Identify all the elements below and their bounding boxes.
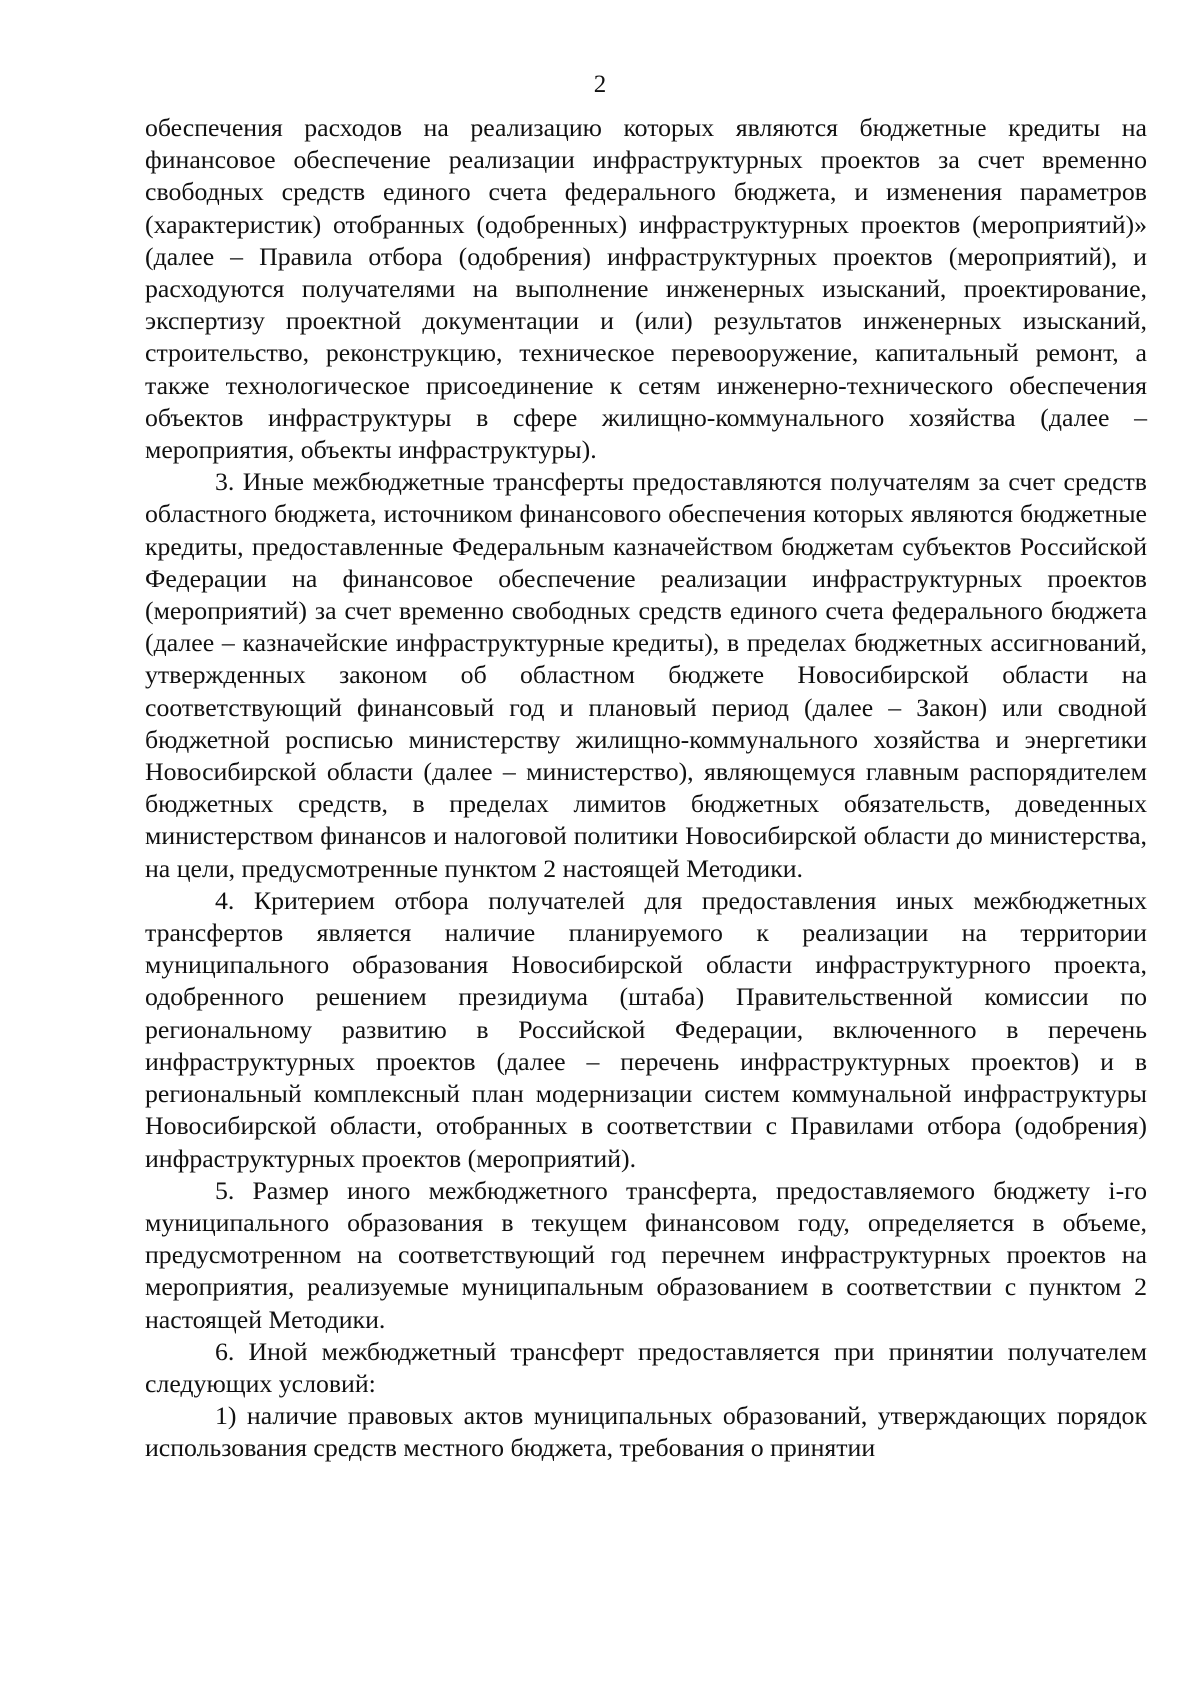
page-number: 2 xyxy=(593,71,607,98)
paragraph-subitem-1: 1) наличие правовых актов муниципальных образований, утверждающих порядок использования средств местного бюджета, требования о принятии xyxy=(145,1401,1147,1463)
document-body xyxy=(145,112,1147,1465)
paragraph-continuation: обеспечения расходов на реализацию которых являются бюджетные кредиты на финансовое обеспечение реализации инфраструктурных проектов за счет временно свободных средств единого счета федерального бюджета, и изменения параметров (характеристик) отобранных (одобренных) инфраструктурных проектов (мероприятий)» (далее – Правила отбора (одобрения) инфраструктурных проектов (мероприятий), и расходуются получателями на выполнение инженерных изысканий, проектирование, экспертизу проектной документации и (или) результатов инженерных изысканий, строительство, реконструкцию, техническое перевооружение, капитальный ремонт, а также технологическое присоединение к сетям инженерно-технического обеспечения объектов инфраструктуры в сфере жилищно-коммунального хозяйства (далее – мероприятия, объекты инфраструктуры). xyxy=(145,113,1147,465)
paragraph-item-4: 4. Критерием отбора получателей для предоставления иных межбюджетных трансфертов является наличие планируемого к реализации на территории муниципального образования Новосибирской области инфраструктурного проекта, одобренного решением президиума (штаба) Правительственной комиссии по региональному развитию в Российской Федерации, включенного в перечень инфраструктурных проектов (далее – перечень инфраструктурных проектов) и в региональный комплексный план модернизации систем коммунальной инфраструктуры Новосибирской области, отобранных в соответствии с Правилами отбора (одобрения) инфраструктурных проектов (мероприятий). xyxy=(145,885,1147,1173)
paragraph-item-3: 3. Иные межбюджетные трансферты предоставляются получателям за счет средств областного бюджета, источником финансового обеспечения которых являются бюджетные кредиты, предоставленные Федеральным казначейством бюджетам субъектов Российской Федерации на финансовое обеспечение реализации инфраструктурных проектов (мероприятий) за счет временно свободных средств единого счета федерального бюджета (далее – казначейские инфраструктурные кредиты), в пределах бюджетных ассигнований, утвержденных законом об областном бюджете Новосибирской области на соответствующий финансовый год и плановый период (далее – Закон) или сводной бюджетной росписью министерству жилищно-коммунального хозяйства и энергетики Новосибирской области (далее – министерство), являющемуся главным распорядителем бюджетных средств, в пределах лимитов бюджетных обязательств, доведенных министерством финансов и налоговой политики Новосибирской области до министерства, на цели, предусмотренные пунктом 2 настоящей Методики. xyxy=(145,467,1147,883)
paragraph-item-6: 6. Иной межбюджетный трансферт предоставляется при принятии получателем следующих условий: xyxy=(145,1336,1147,1398)
paragraph-item-5: 5. Размер иного межбюджетного трансферта, предоставляемого бюджету i-го муниципального образования в текущем финансовом году, определяется в объеме, предусмотренном на соответствующий год перечнем инфраструктурных проектов на мероприятия, реализуемые муниципальным образованием в соответствии с пунктом 2 настоящей Методики. xyxy=(145,1175,1147,1334)
